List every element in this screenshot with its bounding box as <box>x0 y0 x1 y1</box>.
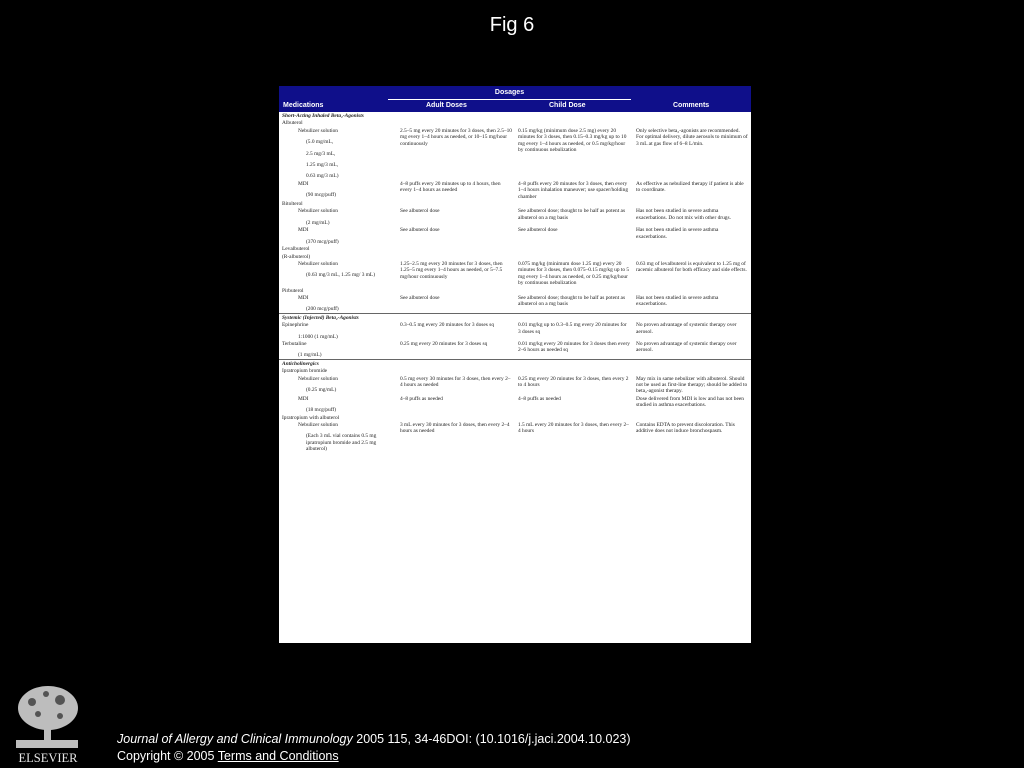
form-strength: (200 mcg/puff) <box>306 306 339 313</box>
table-row <box>279 245 751 252</box>
medication-cell <box>279 127 397 180</box>
adult-dose-cell <box>397 367 515 374</box>
child-dose-cell <box>515 367 633 374</box>
elsevier-logo <box>10 682 86 766</box>
comments-cell: No proven advantage of systemic therapy over aerosol. <box>636 322 737 335</box>
copyright-text: Copyright © 2005 <box>117 749 218 763</box>
medication-cell <box>279 207 397 226</box>
dosage-form: MDI <box>298 227 309 234</box>
dosages-group-header: Dosages <box>494 89 525 96</box>
adult-dose-cell <box>397 245 515 252</box>
dosage-form: Nebulizer solution <box>298 422 338 429</box>
table-row <box>279 313 751 321</box>
comments-cell: Dose delivered from MDI is low and has not been studied in asthma exacerbations. <box>636 395 744 409</box>
child-dose-cell: 0.25 mg every 20 minutes for 3 doses, then every 2 to 4 hours <box>518 375 629 388</box>
terms-and-conditions-link[interactable]: Terms and Conditions <box>217 749 339 763</box>
comments-cell <box>633 245 751 252</box>
adult-dose-cell: 0.5 mg every 30 minutes for 3 doses, then every 2–4 hours as needed <box>400 375 511 388</box>
form-strength: 0.63 mg/3 mL) <box>306 173 339 180</box>
form-strength: (Each 3 mL vial contains 0.5 mg ipratropium bromide and 2.5 mg albuterol) <box>306 433 377 453</box>
table-row <box>279 421 751 453</box>
child-dose-cell <box>515 414 633 421</box>
drug-subname: (R-albuterol) <box>282 253 311 260</box>
medication-cell <box>279 375 397 395</box>
drug-name: Ipratropium bromide <box>282 368 328 375</box>
adult-dose-cell <box>397 253 515 260</box>
elsevier-wordmark: ELSEVIER <box>18 751 78 765</box>
child-dose-cell: See albuterol dose; thought to be half as potent as albuterol on a mg basis <box>518 208 626 221</box>
drug-strength: (1 mg/mL) <box>298 352 322 359</box>
comments-header: Comments <box>673 102 710 109</box>
medication-cell <box>279 340 397 359</box>
child-dose-cell: 4–8 puffs every 20 minutes for 3 doses, then every 1–4 hours inhalation maneuver; use spacer/holding chamber <box>518 180 629 200</box>
drug-name: Albuterol <box>282 120 303 127</box>
citation-line <box>117 731 631 748</box>
header-divider <box>388 99 631 100</box>
medication-cell <box>279 321 397 340</box>
adult-dose-cell: 2.5–5 mg every 20 minutes for 3 doses, then 2.5–10 mg every 1–4 hours as needed, or 10–15 mg/hour continuously <box>400 127 512 147</box>
child-dose-cell: See albuterol dose; thought to be half as potent as albuterol on a mg basis <box>518 294 626 308</box>
table-row <box>279 287 751 294</box>
child-dose-cell: 1.5 mL every 20 minutes for 3 doses, then every 2–4 hours <box>518 422 629 435</box>
medication-cell <box>279 226 397 245</box>
form-strength: (0.63 mg/3 mL, 1.25 mg/ 3 mL) <box>306 272 376 279</box>
drug-name: Epinephrine <box>282 322 309 329</box>
medication-cell <box>279 119 397 126</box>
drug-name: Ipratropium with albuterol <box>282 414 340 421</box>
table-row <box>279 226 751 245</box>
medication-cell <box>279 421 397 453</box>
slide-title: Fig 6 <box>489 14 535 36</box>
child-dose-cell: 0.15 mg/kg (minimum dose 2.5 mg) every 20 minutes for 3 doses, then 0.15–0.3 mg/kg up to 10 mg every 1–4 hours as needed, or 0.5 mg/kg/hour by continuous nebulization <box>518 127 627 154</box>
table-row <box>279 294 751 313</box>
medication-cell <box>279 414 397 421</box>
medication-cell <box>279 180 397 200</box>
child-dose-cell <box>515 245 633 252</box>
child-dose-cell <box>515 200 633 207</box>
medication-cell <box>279 253 397 260</box>
comments-cell: Contains EDTA to prevent discoloration. This additive does not induce bronchospasm. <box>636 422 735 435</box>
form-strength: (370 mcg/puff) <box>306 238 339 245</box>
dosage-form: Nebulizer solution <box>298 127 338 134</box>
adult-dose-cell: 0.25 mg every 20 minutes for 3 doses sq <box>400 340 488 347</box>
drug-name: Bitolterol <box>282 201 303 208</box>
comments-cell: May mix in same nebulizer with albuterol. Should not be used as first-line therapy; should be added to beta₂-agonist therapy. <box>636 375 748 395</box>
table-row <box>279 180 751 200</box>
form-strength: (0.25 mg/mL) <box>306 387 337 393</box>
adult-dose-cell: 0.3–0.5 mg every 20 minutes for 3 doses sq <box>400 322 495 329</box>
dosage-table-figure <box>279 86 751 643</box>
child-dose-cell: 0.01 mg/kg every 20 minutes for 3 doses then every 2–6 hours as needed sq <box>518 340 630 354</box>
adult-dose-cell: See albuterol dose <box>400 227 440 234</box>
comments-cell: Has not been studied in severe asthma exacerbations. <box>636 294 719 308</box>
child-dose-cell <box>515 253 633 260</box>
adult-dose-cell: 3 mL every 30 minutes for 3 doses, then every 2–4 hours as needed <box>400 422 510 435</box>
comments-cell <box>633 253 751 260</box>
dosage-form: Nebulizer solution <box>298 375 338 382</box>
adult-dose-cell: 4–8 puffs as needed <box>400 395 443 402</box>
form-strength: (5.0 mg/mL, <box>306 139 334 146</box>
comments-cell: Has not been studied in severe asthma exacerbations. <box>636 227 719 240</box>
dosage-form: Nebulizer solution <box>298 260 338 267</box>
medication-cell <box>279 200 397 207</box>
medication-cell <box>279 287 397 294</box>
table-body <box>279 112 751 453</box>
adult-dose-cell <box>397 287 515 294</box>
table-row <box>279 253 751 260</box>
child-dose-cell: 0.01 mg/kg up to 0.3–0.5 mg every 20 minutes for 3 doses sq <box>518 322 627 335</box>
medication-cell <box>279 294 397 313</box>
adult-doses-header: Adult Doses <box>426 102 467 109</box>
adult-dose-cell <box>397 119 515 126</box>
table-row <box>279 321 751 340</box>
table-row <box>279 127 751 180</box>
figure-caption <box>117 731 631 765</box>
medication-cell <box>279 260 397 287</box>
dosage-table <box>279 112 751 453</box>
medications-header: Medications <box>283 102 324 109</box>
adult-dose-cell: 4–8 puffs every 20 minutes up to 4 hours, then every 1–4 hours as needed <box>400 180 501 194</box>
dosage-form: MDI <box>298 395 309 402</box>
child-dose-cell <box>515 287 633 294</box>
dosage-form: Nebulizer solution <box>298 208 338 215</box>
drug-name: Levalbuterol <box>282 246 310 253</box>
comments-cell: Has not been studied in severe asthma exacerbations. Do not mix with other drugs. <box>636 208 731 221</box>
dosage-form: MDI <box>298 294 309 301</box>
drug-name: Pirbuterol <box>282 287 304 294</box>
table-row <box>279 375 751 395</box>
table-row <box>279 260 751 287</box>
dosage-form: MDI <box>298 180 309 187</box>
comments-cell <box>633 200 751 207</box>
child-dose-header: Child Dose <box>549 102 586 109</box>
comments-cell: Only selective beta₂-agonists are recommended. For optimal delivery, dilute aerosols to minimum of 3 mL at gas flow of 6–8 L/min. <box>636 127 748 147</box>
child-dose-cell: 4–8 puffs as needed <box>518 395 561 402</box>
citation-details: 2005 115, 34-46DOI: (10.1016/j.jaci.2004.10.023) <box>352 732 631 746</box>
medication-cell <box>279 395 397 414</box>
child-dose-cell: See albuterol dose <box>518 227 558 234</box>
comments-cell: No proven advantage of systemic therapy over aerosol. <box>636 340 737 354</box>
section-title: Anticholinergics <box>279 359 751 367</box>
adult-dose-cell <box>397 414 515 421</box>
table-row <box>279 207 751 226</box>
child-dose-cell: 0.075 mg/kg (minimum dose 1.25 mg) every 20 minutes for 3 doses, then 0.075–0.15 mg/kg up to 5 mg every 1–4 hours as needed, or 0.25 mg/kg/hour by continuous nebulization <box>518 260 630 287</box>
table-row <box>279 340 751 359</box>
copyright-line <box>117 748 631 765</box>
section-title: Short-Acting Inhaled Beta₂-Agonists <box>282 113 364 119</box>
table-row <box>279 200 751 207</box>
table-row <box>279 414 751 421</box>
adult-dose-cell: 1.25–2.5 mg every 20 minutes for 3 doses, then 1.25–5 mg every 1–4 hours as needed, or 5–7.5 mg/hour continuously <box>400 260 503 280</box>
form-strength: (90 mcg/puff) <box>306 192 336 199</box>
child-dose-cell <box>515 119 633 126</box>
adult-dose-cell: See albuterol dose <box>400 208 440 215</box>
adult-dose-cell: See albuterol dose <box>400 294 440 301</box>
comments-cell <box>633 367 751 374</box>
form-strength: 1.25 mg/3 mL, <box>306 162 339 169</box>
table-row <box>279 359 751 367</box>
table-row <box>279 367 751 374</box>
comments-cell <box>633 414 751 421</box>
table-header <box>279 86 751 112</box>
comments-cell: As effective as nebulized therapy if patient is able to coordinate. <box>636 180 744 194</box>
table-row <box>279 395 751 414</box>
adult-dose-cell <box>397 200 515 207</box>
table-row <box>279 119 751 126</box>
table-row <box>279 112 751 119</box>
form-strength: (2 mg/mL) <box>306 219 330 226</box>
comments-cell: 0.63 mg of levalbuterol is equivalent to 1.25 mg of racemic albuterol for both efficacy and side effects. <box>636 260 747 274</box>
drug-strength: 1:1000 (1 mg/mL) <box>298 333 338 340</box>
medication-cell <box>279 245 397 252</box>
drug-name: Terbutaline <box>282 340 307 347</box>
comments-cell <box>633 287 751 294</box>
form-strength: 2.5 mg/3 mL, <box>306 150 336 157</box>
medication-cell <box>279 367 397 374</box>
form-strength: (18 mcg/puff) <box>306 407 336 414</box>
comments-cell <box>633 119 751 126</box>
section-title: Systemic (Injected) Beta₂-Agonists <box>279 313 751 321</box>
journal-name: Journal of Allergy and Clinical Immunology <box>117 732 353 746</box>
